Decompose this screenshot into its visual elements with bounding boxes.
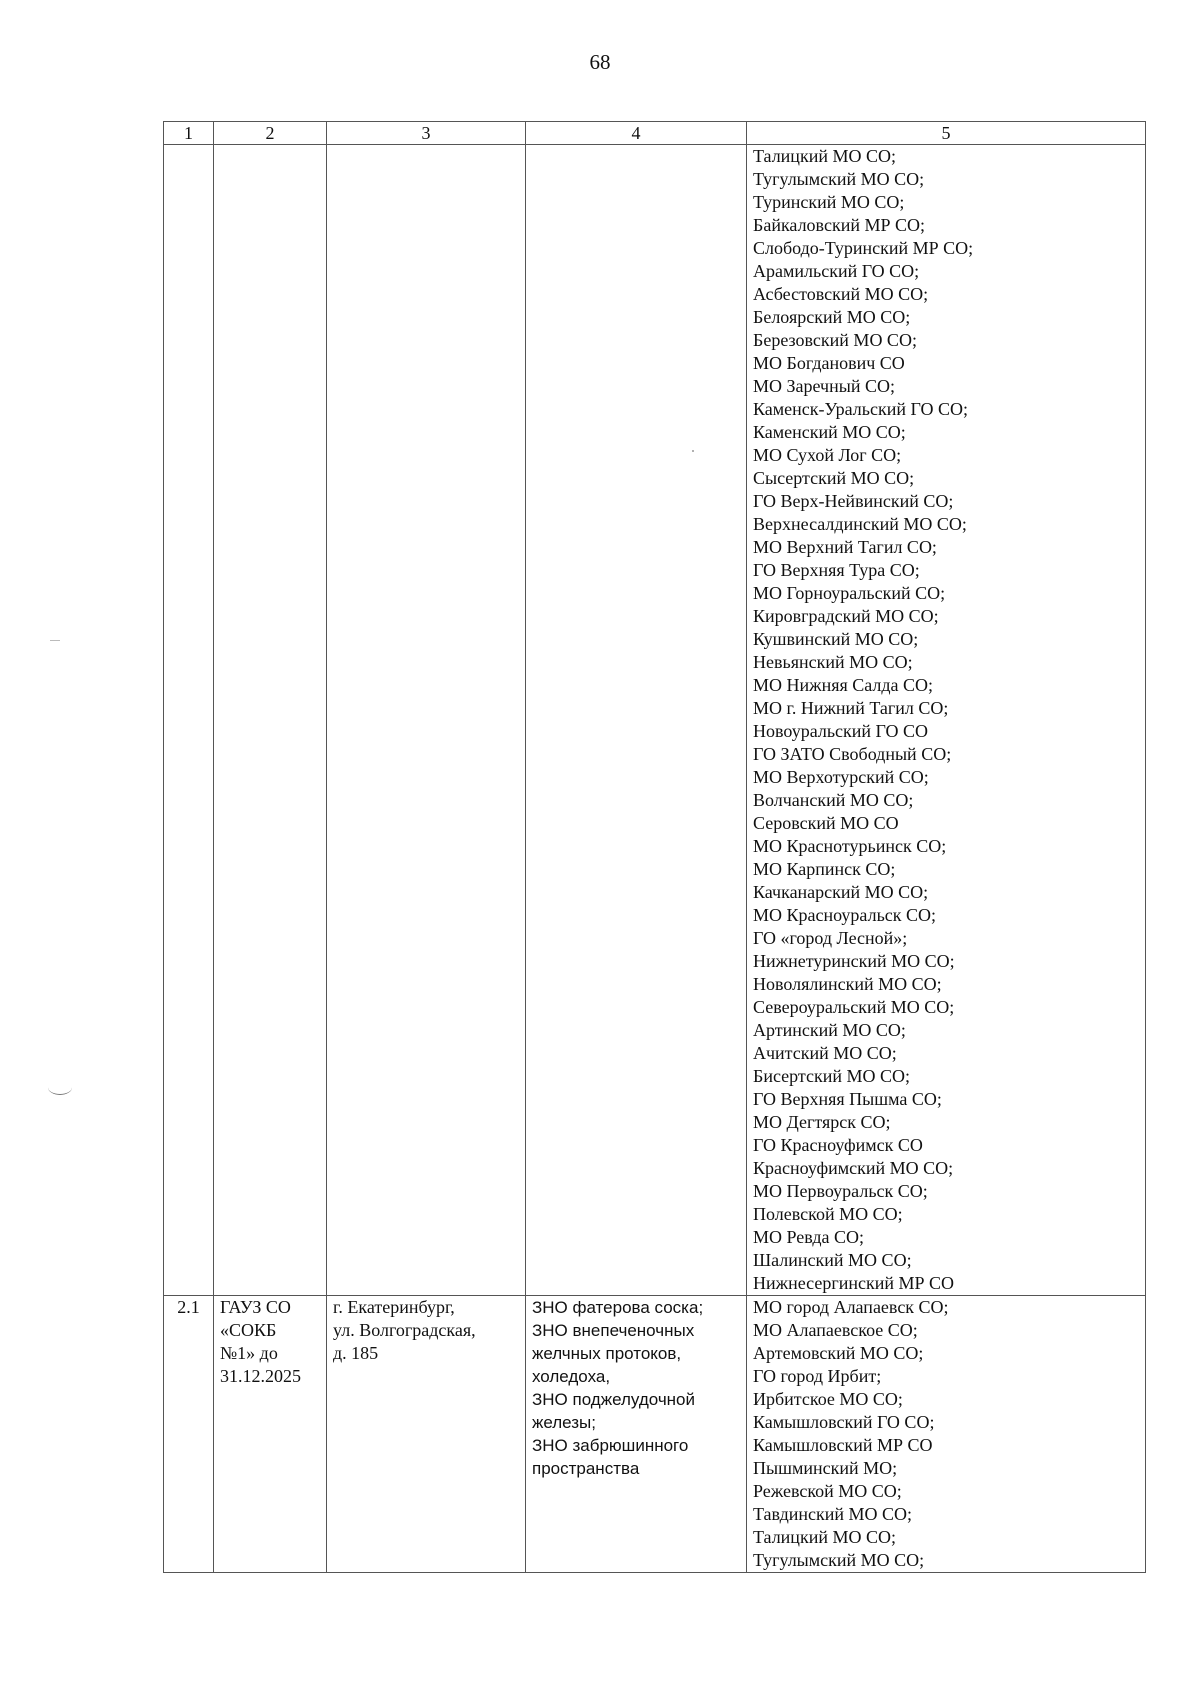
list-item: ГАУЗ СО bbox=[220, 1297, 291, 1317]
list-item: Североуральский МО СО; bbox=[753, 997, 955, 1017]
column-header: 1 bbox=[164, 122, 214, 145]
list-item: Невьянский МО СО; bbox=[753, 652, 913, 672]
list-item: желчных протоков, bbox=[532, 1344, 682, 1363]
table-cell bbox=[747, 1296, 1146, 1573]
list-item: №1» до bbox=[220, 1343, 278, 1363]
list-item: Пышминский МО; bbox=[753, 1458, 898, 1478]
list-item: Талицкий МО СО; bbox=[753, 146, 896, 166]
table-cell bbox=[327, 1296, 526, 1573]
page-number: 68 bbox=[589, 50, 611, 74]
list-item: Слободо-Туринский МР СО; bbox=[753, 238, 974, 258]
scan-mark bbox=[48, 1080, 72, 1095]
list-item: Кировградский МО СО; bbox=[753, 606, 939, 626]
address bbox=[333, 1296, 519, 1365]
list-item: холедоха, bbox=[532, 1367, 611, 1386]
list-item: 31.12.2025 bbox=[220, 1366, 301, 1386]
list-item: Белоярский МО СО; bbox=[753, 307, 911, 327]
list-item: Ачитский МО СО; bbox=[753, 1043, 897, 1063]
list-item: Тугулымский МО СО; bbox=[753, 1550, 925, 1570]
table-cell bbox=[526, 1296, 747, 1573]
list-item: МО Верхний Тагил СО; bbox=[753, 537, 937, 557]
list-item: ГО город Ирбит; bbox=[753, 1366, 882, 1386]
column-header: 2 bbox=[214, 122, 327, 145]
list-item: Талицкий МО СО; bbox=[753, 1527, 896, 1547]
institution-name bbox=[220, 1296, 320, 1388]
list-item: Камышловский МР СО bbox=[753, 1435, 933, 1455]
list-item: МО Первоуральск СО; bbox=[753, 1181, 928, 1201]
list-item: железы; bbox=[532, 1413, 596, 1432]
list-item: МО Ревда СО; bbox=[753, 1227, 864, 1247]
list-item: Туринский МО СО; bbox=[753, 192, 905, 212]
column-header: 5 bbox=[747, 122, 1146, 145]
municipality-list bbox=[753, 1296, 1139, 1572]
list-item: МО Красноуральск СО; bbox=[753, 905, 937, 925]
list-item: МО Горноуральский СО; bbox=[753, 583, 946, 603]
list-item: Ирбитское МО СО; bbox=[753, 1389, 903, 1409]
list-item: Красноуфимский МО СО; bbox=[753, 1158, 954, 1178]
list-item: Верхнесалдинский МО СО; bbox=[753, 514, 967, 534]
table-cell bbox=[327, 145, 526, 1296]
list-item: МО Алапаевское СО; bbox=[753, 1320, 918, 1340]
document-table bbox=[163, 121, 1146, 1573]
list-item: Новоуральский ГО СО bbox=[753, 721, 928, 741]
list-item: МО Дегтярск СО; bbox=[753, 1112, 891, 1132]
list-item: Байкаловский МР СО; bbox=[753, 215, 925, 235]
column-header: 4 bbox=[526, 122, 747, 145]
list-item: Каменск-Уральский ГО СО; bbox=[753, 399, 968, 419]
list-item: г. Екатеринбург, bbox=[333, 1297, 455, 1317]
list-item: МО г. Нижний Тагил СО; bbox=[753, 698, 949, 718]
list-item: МО Карпинск СО; bbox=[753, 859, 896, 879]
list-item: Артемовский МО СО; bbox=[753, 1343, 924, 1363]
list-item: ГО Красноуфимск СО bbox=[753, 1135, 923, 1155]
list-item: Полевской МО СО; bbox=[753, 1204, 903, 1224]
list-item: Асбестовский МО СО; bbox=[753, 284, 929, 304]
table-row bbox=[164, 145, 1146, 1296]
municipality-list bbox=[753, 145, 1139, 1295]
list-item: Режевской МО СО; bbox=[753, 1481, 902, 1501]
list-item: ГО Верх-Нейвинский СО; bbox=[753, 491, 954, 511]
list-item: пространства bbox=[532, 1459, 640, 1478]
row-number: 2.1 bbox=[164, 1296, 214, 1573]
list-item: Нижнетуринский МО СО; bbox=[753, 951, 955, 971]
header-row bbox=[164, 122, 1146, 145]
list-item: ЗНО фатерова соска; bbox=[532, 1298, 704, 1317]
table-cell bbox=[526, 145, 747, 1296]
list-item: Нижнесергинский МР СО bbox=[753, 1273, 955, 1293]
list-item: Березовский МО СО; bbox=[753, 330, 917, 350]
list-item: Камышловский ГО СО; bbox=[753, 1412, 935, 1432]
table-cell bbox=[747, 145, 1146, 1296]
list-item: Арамильский ГО СО; bbox=[753, 261, 920, 281]
diagnosis-list bbox=[532, 1296, 740, 1480]
table-cell bbox=[214, 145, 327, 1296]
scan-mark bbox=[50, 640, 60, 641]
table-cell bbox=[214, 1296, 327, 1573]
list-item: ЗНО поджелудочной bbox=[532, 1390, 696, 1409]
list-item: Кушвинский МО СО; bbox=[753, 629, 919, 649]
list-item: ул. Волгоградская, bbox=[333, 1320, 476, 1340]
list-item: Тавдинский МО СО; bbox=[753, 1504, 913, 1524]
list-item: ЗНО внепеченочных bbox=[532, 1321, 695, 1340]
list-item: МО Заречный СО; bbox=[753, 376, 895, 396]
list-item: д. 185 bbox=[333, 1343, 379, 1363]
list-item: Волчанский МО СО; bbox=[753, 790, 914, 810]
table-row bbox=[164, 1296, 1146, 1573]
list-item: МО Богданович СО bbox=[753, 353, 905, 373]
list-item: ГО «город Лесной»; bbox=[753, 928, 908, 948]
list-item: ГО ЗАТО Свободный СО; bbox=[753, 744, 952, 764]
list-item: МО Нижняя Салда СО; bbox=[753, 675, 934, 695]
list-item: Качканарский МО СО; bbox=[753, 882, 929, 902]
list-item: МО Сухой Лог СО; bbox=[753, 445, 902, 465]
list-item: Шалинский МО СО; bbox=[753, 1250, 912, 1270]
list-item: Новолялинский МО СО; bbox=[753, 974, 942, 994]
table-cell bbox=[164, 145, 214, 1296]
list-item: ГО Верхняя Тура СО; bbox=[753, 560, 920, 580]
list-item: ЗНО забрюшинного bbox=[532, 1436, 689, 1455]
list-item: МО Верхотурский СО; bbox=[753, 767, 929, 787]
list-item: Артинский МО СО; bbox=[753, 1020, 906, 1040]
column-header: 3 bbox=[327, 122, 526, 145]
list-item: Тугулымский МО СО; bbox=[753, 169, 925, 189]
list-item: «СОКБ bbox=[220, 1320, 277, 1340]
list-item: Сысертский МО СО; bbox=[753, 468, 915, 488]
list-item: ГО Верхняя Пышма СО; bbox=[753, 1089, 942, 1109]
list-item: МО город Алапаевск СО; bbox=[753, 1297, 949, 1317]
list-item: Каменский МО СО; bbox=[753, 422, 906, 442]
list-item: Бисертский МО СО; bbox=[753, 1066, 911, 1086]
list-item: МО Краснотурьинск СО; bbox=[753, 836, 947, 856]
list-item: Серовский МО СО bbox=[753, 813, 899, 833]
